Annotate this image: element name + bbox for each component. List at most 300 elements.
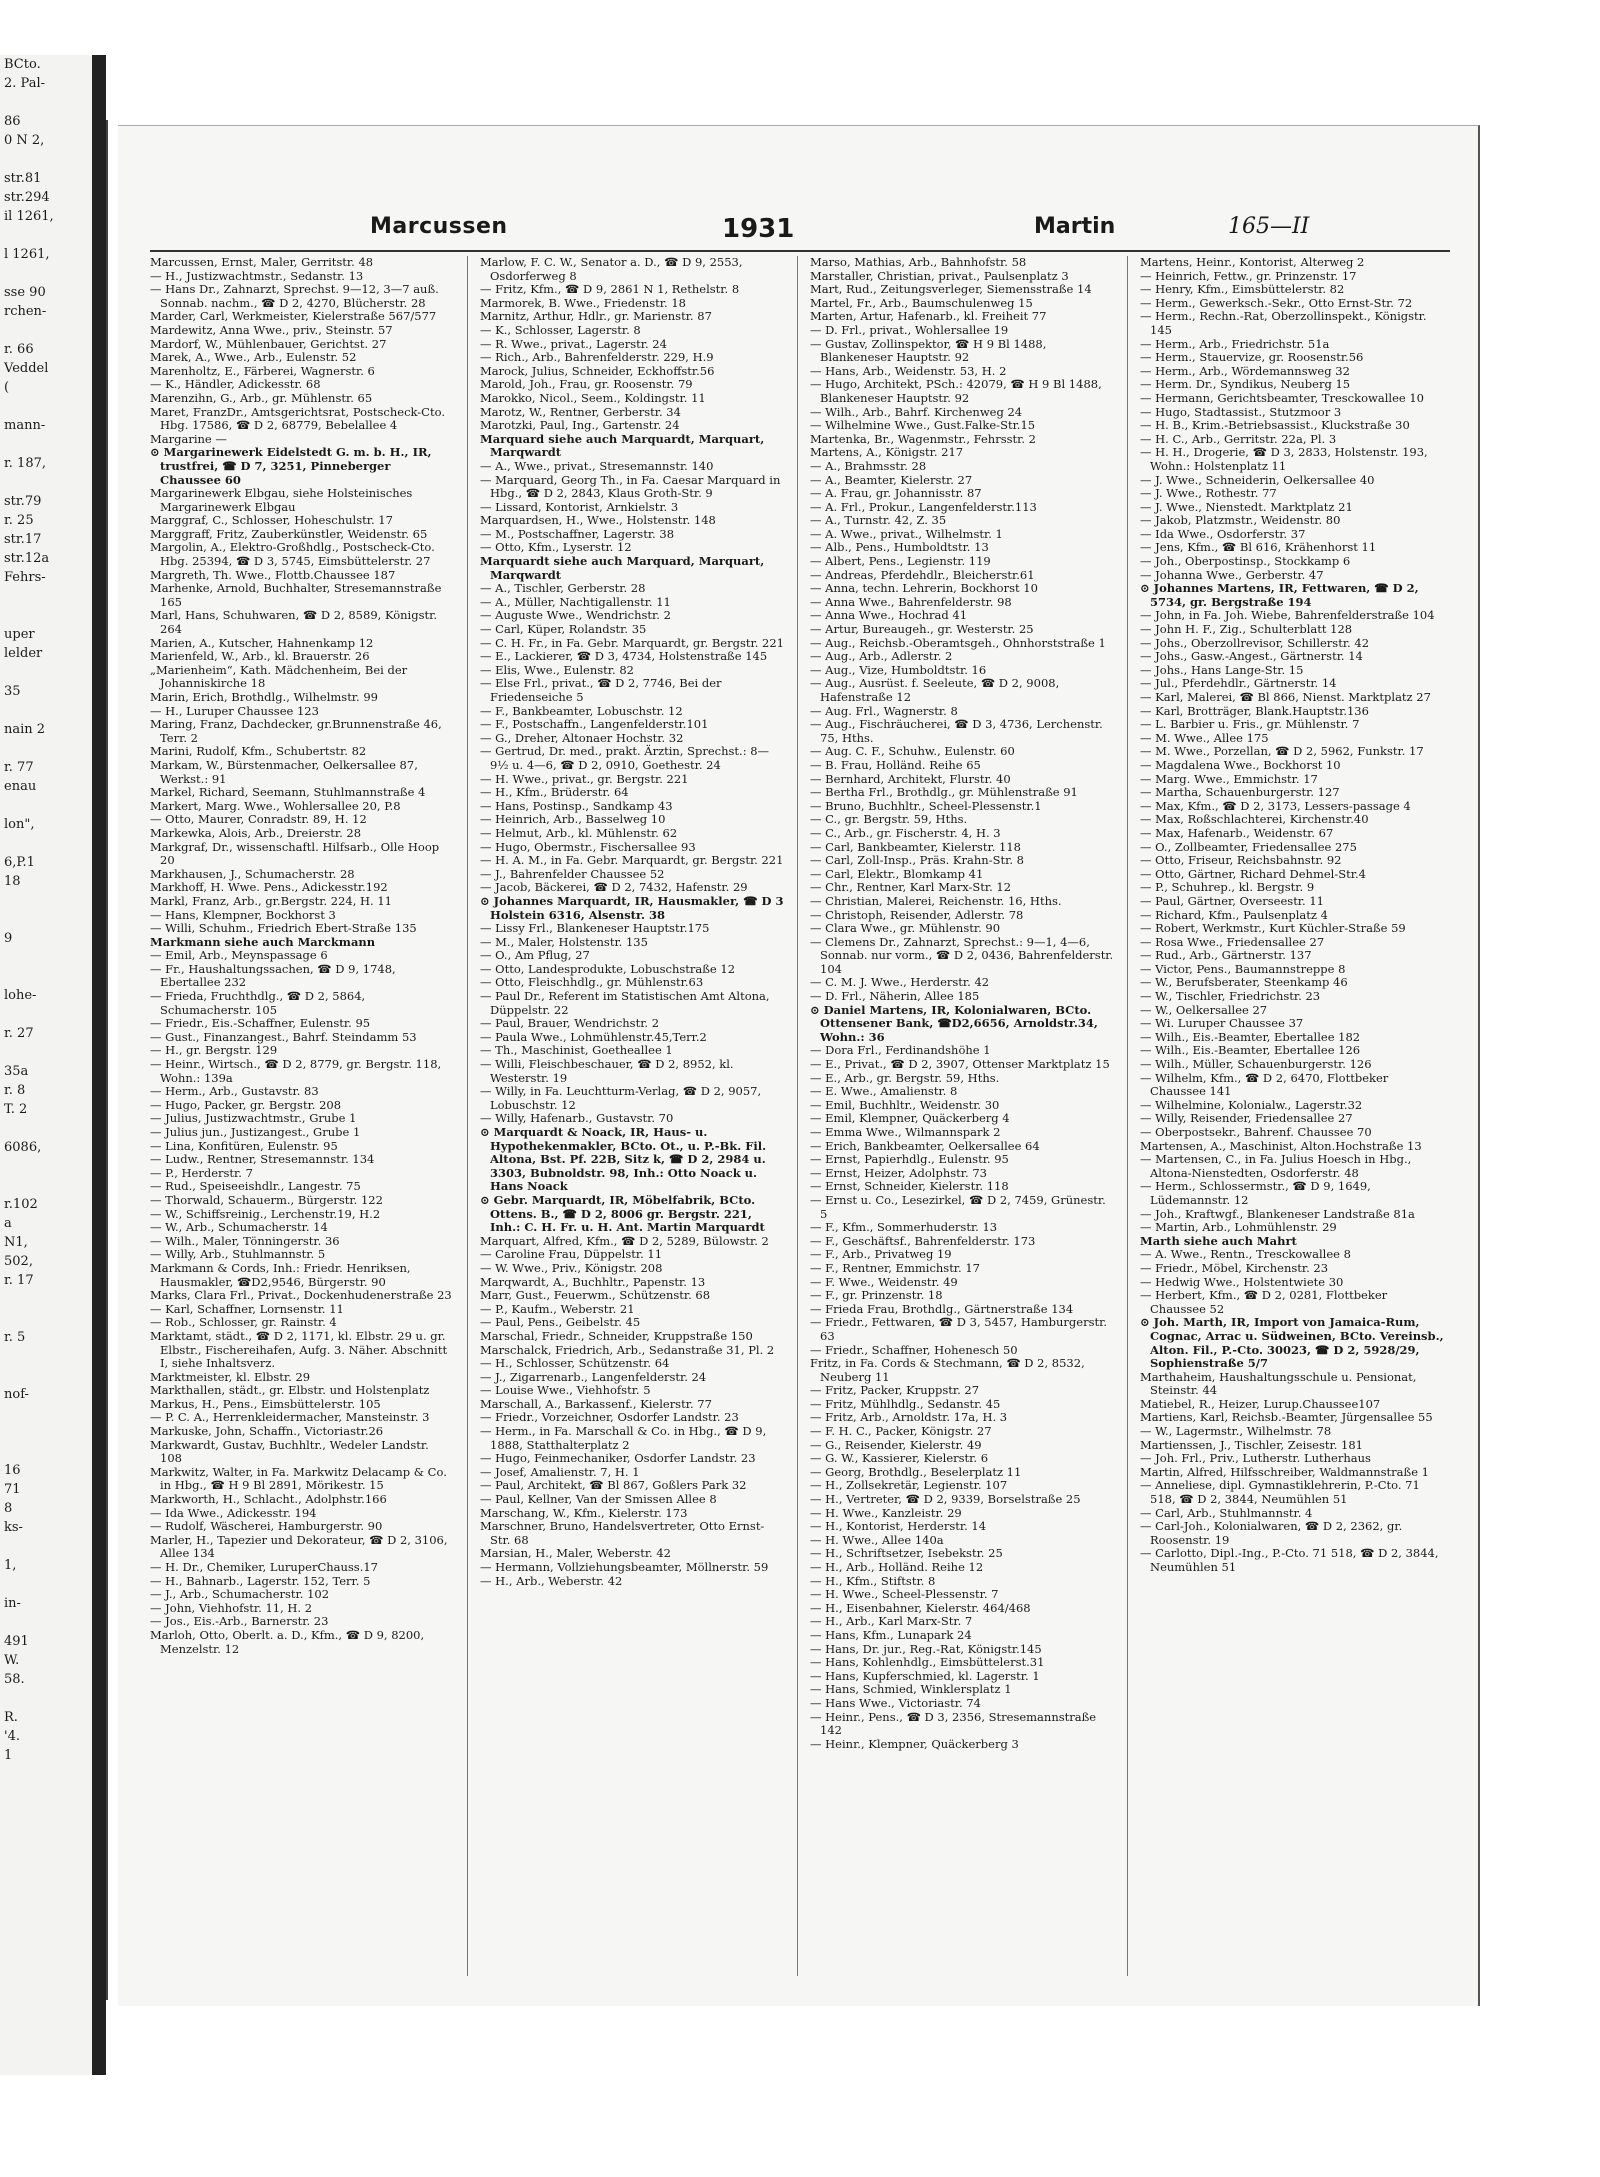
prev-page-line: 0 N 2, [4, 133, 45, 148]
directory-entry: — W., Arb., Schumacherstr. 14 [150, 1220, 328, 1235]
directory-entry: Margolin, A., Elektro-Großhdlg., Postscheck-Cto. Hbg. 25394, ☎ D 3, 5745, Eimsbüttelerstr. 27 [150, 540, 435, 569]
directory-entry: ⊙ Daniel Martens, IR, Kolonialwaren, BCto. Ottensener Bank, ☎D2,6656, Arnoldstr.34, Wohn.: 36 [810, 1002, 1098, 1044]
directory-entry: — H. C., Arb., Gerritstr. 22a, Pl. 3 [1140, 431, 1337, 446]
directory-entry: — H., Schriftsetzer, Isebekstr. 25 [810, 1546, 1003, 1561]
directory-entry: — Hans Dr., Zahnarzt, Sprechst. 9—12, 3—7 auß. Sonnab. nachm., ☎ D 2, 4270, Blücherstr. 28 [150, 282, 439, 310]
directory-entry: — W. Wwe., Priv., Königstr. 208 [480, 1260, 663, 1275]
directory-entry: Marien, A., Kutscher, Hahnenkamp 12 [150, 635, 374, 650]
directory-entry: — A. Wwe., privat., Wilhelmstr. 1 [810, 526, 1003, 541]
directory-entry: — A. Frau, gr. Johannisstr. 87 [810, 486, 982, 501]
prev-page-line: l 1261, [4, 247, 50, 262]
directory-entry: Marotz, W., Rentner, Gerberstr. 34 [480, 404, 681, 419]
directory-entry: — Wilh., Maler, Tönningerstr. 36 [150, 1233, 340, 1248]
directory-entry: — Rudolf, Wäscherei, Hamburgerstr. 90 [150, 1519, 383, 1534]
directory-entry: — W., Schiffsreinig., Lerchenstr.19, H.2 [150, 1206, 381, 1221]
directory-entry: — Hans, Kfm., Lunapark 24 [810, 1627, 972, 1642]
directory-entry: — D. Frl., Näherin, Allee 185 [810, 989, 980, 1004]
header-last-entry: Martin [1034, 214, 1116, 239]
directory-entry: Marstaller, Christian, privat., Paulsenplatz 3 [810, 268, 1069, 283]
prev-page-line: r. 187, [4, 456, 46, 471]
directory-entry: Marin, Erich, Brothdlg., Wilhelmstr. 99 [150, 690, 378, 704]
directory-entry: Marr, Gust., Feuerwm., Schützenstr. 68 [480, 1288, 711, 1303]
directory-entry: — Johs., Oberzollrevisor, Schillerstr. 42 [1140, 635, 1370, 650]
directory-entry: — E., Lackierer, ☎ D 3, 4734, Holstenstraße 145 [480, 649, 768, 664]
directory-entry: — Heinr., Pens., ☎ D 3, 2356, Stresemannstraße 142 [810, 1709, 1097, 1738]
directory-entry: — Herm., Arb., Wördemannsweg 32 [1140, 363, 1350, 378]
directory-entry: — C. M. J. Wwe., Herderstr. 42 [810, 975, 990, 990]
directory-entry: — Carl-Joh., Kolonialwaren, ☎ D 2, 2362, gr. Roosenstr. 19 [1140, 1519, 1403, 1547]
directory-entry: — E., Arb., gr. Bergstr. 59, Hths. [810, 1070, 1000, 1085]
directory-entry: — Anna Wwe., Hochrad 41 [810, 608, 968, 623]
directory-entry: — H., Luruper Chaussee 123 [150, 703, 319, 718]
directory-entry: — Hugo, Feinmechaniker, Osdorfer Landstr. 23 [480, 1451, 756, 1466]
directory-entry: — Hedwig Wwe., Holstentwiete 30 [1140, 1274, 1344, 1289]
directory-entry: — Lina, Konfitüren, Eulenstr. 95 [150, 1138, 338, 1153]
prev-page-line: r.102 [4, 1197, 38, 1212]
directory-entry: — Th., Maschinist, Goetheallee 1 [480, 1043, 673, 1058]
column-1 [150, 256, 454, 1976]
directory-entry: Marder, Carl, Werkmeister, Kielerstraße 567/577 [150, 309, 437, 324]
directory-entry: — Fritz, Arb., Arnoldstr. 17a, H. 3 [810, 1410, 1008, 1425]
directory-entry: — Karl, Schaffner, Lornsenstr. 11 [150, 1301, 344, 1316]
directory-entry: — H. Wwe., Scheel-Plessenstr. 7 [810, 1587, 999, 1602]
directory-entry: Markthallen, städt., gr. Elbstr. und Holstenplatz [150, 1383, 430, 1398]
directory-entry: — Chr., Rentner, Karl Marx-Str. 12 [810, 880, 1012, 895]
directory-entry: — Caroline Frau, Düppelstr. 11 [480, 1247, 663, 1262]
page-number: 165—II [1228, 214, 1310, 239]
directory-entry: — F., Bankbeamter, Lobuschstr. 12 [480, 703, 683, 718]
directory-entry: — B. Frau, Holländ. Reihe 65 [810, 757, 981, 772]
directory-entry: — J. Wwe., Nienstedt. Marktplatz 21 [1140, 499, 1353, 514]
directory-entry: — P. C. A., Herrenkleidermacher, Mansteinstr. 3 [150, 1410, 430, 1425]
prev-page-line [0, 834, 92, 853]
directory-entry: Mardewitz, Anna Wwe., priv., Steinstr. 57 [150, 322, 393, 337]
directory-entry: — Johanna Wwe., Gerberstr. 47 [1140, 567, 1324, 582]
prev-page-line [0, 1290, 92, 1309]
directory-entry: ⊙ Johannes Marquardt, IR, Hausmakler, ☎ D 3 Holstein 6316, Alsenstr. 38 [480, 893, 784, 922]
directory-entry: — Hugo, Obermstr., Fischersallee 93 [480, 839, 696, 854]
directory-entry: Markam, W., Bürstenmacher, Oelkersallee 87, Werkst.: 91 [150, 757, 418, 786]
directory-entry: — F., Kfm., Sommerhuderstr. 13 [810, 1220, 998, 1235]
directory-entry: Marold, Joh., Frau, gr. Roosenstr. 79 [480, 377, 693, 392]
prev-page-line [0, 910, 92, 929]
directory-entry: Martel, Fr., Arb., Baumschulenweg 15 [810, 295, 1033, 310]
directory-entry: — Hans, Kohlenhdlg., Eimsbüttelerst.31 [810, 1655, 1045, 1670]
directory-entry: Marnitz, Arthur, Hdlr., gr. Marienstr. 87 [480, 309, 712, 324]
directory-entry: — Herm., Arb., Gustavstr. 83 [150, 1084, 319, 1099]
directory-entry: — Carlotto, Dipl.-Ing., P.-Cto. 71 518, ☎ D 2, 3844, Neumühlen 51 [1140, 1546, 1439, 1574]
directory-entry: — Robert, Werkmstr., Kurt Küchler-Straße 59 [1140, 921, 1406, 936]
prev-page-line: lelder [4, 646, 43, 661]
directory-entry: — Magdalena Wwe., Bockhorst 10 [1140, 757, 1341, 772]
directory-entry: — Otto, Kfm., Lyserstr. 12 [480, 540, 632, 555]
directory-entry: — Paula Wwe., Lohmühlenstr.45,Terr.2 [480, 1029, 707, 1044]
directory-entry: Markgraf, Dr., wissenschaftl. Hilfsarb., Olle Hoop 20 [150, 839, 440, 868]
directory-entry: Marquart, Alfred, Kfm., ☎ D 2, 5289, Bülowstr. 2 [480, 1233, 769, 1248]
directory-entry: — C., gr. Bergstr. 59, Hths. [810, 812, 968, 827]
directory-entry: ⊙ Margarinewerk Eidelstedt G. m. b. H., IR, trustfrei, ☎ D 7, 3251, Pinneberger Chaussee 60 [150, 445, 432, 487]
directory-entry: Marmorek, B. Wwe., Friedenstr. 18 [480, 295, 686, 310]
directory-entry: — A., Müller, Nachtigallenstr. 11 [480, 594, 671, 609]
prev-page-line: r. 5 [4, 1330, 26, 1345]
prev-page-line: rchen- [4, 304, 47, 319]
directory-entry: — Hugo, Stadtassist., Stutzmoor 3 [1140, 404, 1342, 419]
directory-entry: — Wilh., Müller, Schauenburgerstr. 126 [1140, 1057, 1372, 1072]
prev-page-line: 71 [4, 1482, 21, 1497]
directory-entry: — H., Arb., Karl Marx-Str. 7 [810, 1614, 973, 1629]
directory-entry: — Otto, Maurer, Conradstr. 89, H. 12 [150, 812, 367, 827]
directory-entry: Markewka, Alois, Arb., Dreierstr. 28 [150, 825, 362, 840]
directory-entry: Marokko, Nicol., Seem., Koldingstr. 11 [480, 390, 706, 405]
directory-entry: — Oberpostsekr., Bahrenf. Chaussee 70 [1140, 1125, 1372, 1139]
directory-entry: — Hans, Dr. jur., Reg.-Rat, Königstr.145 [810, 1641, 1042, 1656]
directory-entry: — Wilh., Eis.-Beamter, Ebertallee 126 [1140, 1043, 1361, 1058]
directory-entry: ⊙ Johannes Martens, IR, Fettwaren, ☎ D 2, 5734, gr. Bergstraße 194 [1140, 581, 1419, 609]
directory-entry: — Bruno, Buchhltr., Scheel-Plessenstr.1 [810, 798, 1042, 813]
directory-entry: Marquardsen, H., Wwe., Holstenstr. 148 [480, 513, 716, 528]
directory-entry: Markhausen, J., Schumacherstr. 28 [150, 866, 355, 881]
prev-page-line: 18 [4, 874, 21, 889]
directory-entry: — H., Bahnarb., Lagerstr. 152, Terr. 5 [150, 1573, 371, 1588]
directory-entry: — Hugo, Architekt, PSch.: 42079, ☎ H 9 Bl 1488, Blankeneser Hauptstr. 92 [810, 377, 1102, 405]
prev-page-line: r. 25 [4, 513, 34, 528]
directory-entry: — Marg. Wwe., Emmichstr. 17 [1140, 771, 1318, 786]
prev-page-line [0, 264, 92, 283]
directory-entry: — Marquard, Georg Th., in Fa. Caesar Marquard in Hbg., ☎ D 2, 2843, Klaus Groth-Str. 9 [480, 472, 781, 501]
directory-entry: Marktamt, städt., ☎ D 2, 1171, kl. Elbstr. 29 u. gr. Elbstr., Fischereihafen, Aufg. 3. Näher. Abschnitt I, siehe Inhaltsverz. [150, 1328, 448, 1371]
directory-entry: — Johs., Gasw.-Angest., Gärtnerstr. 14 [1140, 649, 1363, 664]
prev-page-line: 502, [4, 1254, 33, 1269]
directory-entry: Marler, H., Tapezier und Dekorateur, ☎ D 2, 3106, Allee 134 [150, 1532, 448, 1561]
directory-entry: — Herm. Dr., Syndikus, Neuberg 15 [1140, 377, 1351, 392]
directory-entry: — Rud., Arb., Gärtnerstr. 137 [1140, 948, 1312, 963]
directory-entry: — Heinrich, Fettw., gr. Prinzenstr. 17 [1140, 268, 1357, 283]
directory-entry: Martens, Heinr., Kontorist, Alterweg 2 [1140, 256, 1365, 269]
directory-entry: — H., Vertreter, ☎ D 2, 9339, Borselstraße 25 [810, 1492, 1081, 1507]
directory-entry: — W., Tischler, Friedrichstr. 23 [1140, 989, 1321, 1004]
directory-entry: — Friedr., Fettwaren, ☎ D 3, 5457, Hamburgerstr. 63 [810, 1315, 1107, 1343]
directory-entry: — Jacob, Bäckerei, ☎ D 2, 7432, Hafenstr. 29 [480, 880, 748, 895]
directory-entry: Markuske, John, Schaffn., Victoriastr.26 [150, 1424, 384, 1439]
directory-entry: — Rich., Arb., Bahrenfelderstr. 229, H.9 [480, 350, 714, 365]
prev-page-line [0, 1537, 92, 1556]
directory-entry: — A. Wwe., Rentn., Tresckowallee 8 [1140, 1247, 1351, 1262]
directory-entry: — C., Arb., gr. Fischerstr. 4, H. 3 [810, 825, 1001, 840]
directory-entry: — Albert, Pens., Legienstr. 119 [810, 554, 991, 569]
prev-page-line [0, 226, 92, 245]
prev-page-line [0, 606, 92, 625]
directory-entry: — A. Frl., Prokur., Langenfelderstr.113 [810, 499, 1037, 514]
prev-page-line [0, 891, 92, 910]
directory-entry: — Ida Wwe., Adickesstr. 194 [150, 1505, 317, 1520]
prev-page-line: 6,P.1 [4, 855, 35, 870]
directory-entry: — F., Rentner, Emmichstr. 17 [810, 1260, 980, 1275]
directory-entry: — John, in Fa. Joh. Wiebe, Bahrenfelderstraße 104 [1140, 608, 1435, 623]
prev-page-line: lon", [4, 817, 35, 832]
directory-entry: — P., Kaufm., Weberstr. 21 [480, 1301, 635, 1316]
directory-entry: — K., Schlosser, Lagerstr. 8 [480, 322, 641, 337]
directory-entry: — Fr., Haushaltungssachen, ☎ D 9, 1748, Ebertallee 232 [150, 961, 396, 990]
directory-entry: — Heinrich, Arb., Basselweg 10 [480, 812, 666, 827]
directory-entry: — P., Schuhrep., kl. Bergstr. 9 [1140, 880, 1315, 895]
directory-entry: Marenholtz, E., Färberei, Wagnerstr. 6 [150, 363, 375, 378]
prev-page-line [0, 948, 92, 967]
directory-entry: — Josef, Amalienstr. 7, H. 1 [480, 1464, 640, 1479]
directory-entry: Martens, A., Königstr. 217 [810, 445, 964, 460]
prev-page-line: sse 90 [4, 285, 46, 300]
directory-entry: Markmann siehe auch Marckmann [150, 934, 376, 949]
directory-entry: — Carl, Bankbeamter, Kielerstr. 118 [810, 839, 1021, 854]
prev-page-line: r. 66 [4, 342, 34, 357]
directory-entry: — O., Am Pflug, 27 [480, 948, 590, 963]
prev-page-line: in- [4, 1596, 21, 1611]
directory-entry: — Ernst, Schneider, Kielerstr. 118 [810, 1179, 1009, 1194]
directory-entry: — Lissard, Kontorist, Arnkielstr. 3 [480, 499, 679, 514]
directory-entry: — H., Arb., Holländ. Reihe 12 [810, 1560, 984, 1574]
directory-entry: ⊙ Gebr. Marquardt, IR, Möbelfabrik, BCto. Ottens. B., ☎ D 2, 8006 gr. Bergstr. 221, Inh.: C. H. Fr. u. H. Ant. Martin Marquardt [480, 1192, 765, 1235]
prev-page-line: BCto. [4, 57, 41, 72]
directory-entry: — M., Postschaffner, Lagerstr. 38 [480, 526, 675, 541]
directory-entry: Markl, Franz, Arb., gr.Bergstr. 224, H. 11 [150, 893, 392, 908]
column-3 [810, 256, 1114, 1976]
directory-entry: — Wilh., Arb., Bahrf. Kirchenweg 24 [810, 404, 1023, 419]
prev-page-line: 491 [4, 1634, 29, 1649]
directory-entry: Marks, Clara Frl., Privat., Dockenhudenerstraße 23 [150, 1288, 452, 1303]
directory-entry: Marl, Hans, Schuhwaren, ☎ D 2, 8589, Königstr. 264 [150, 608, 438, 637]
directory-entry: — Herm., Schlossermstr., ☎ D 9, 1649, Lüdemannstr. 12 [1140, 1179, 1371, 1207]
directory-entry: — Max, Kfm., ☎ D 2, 3173, Lessers-passage 4 [1140, 798, 1411, 813]
gutter-line [106, 120, 108, 2000]
directory-entry: Marotzki, Paul, Ing., Gartenstr. 24 [480, 418, 680, 433]
directory-entry: — Paul, Pens., Geibelstr. 45 [480, 1315, 641, 1330]
column-rule [467, 256, 468, 1976]
directory-entry: — Herm., Stauervize, gr. Roosenstr.56 [1140, 350, 1364, 365]
directory-entry: — Aug. C. F., Schuhw., Eulenstr. 60 [810, 744, 1015, 759]
directory-entry: — Herm., in Fa. Marschall & Co. in Hbg., ☎ D 9, 1888, Statthalterplatz 2 [480, 1424, 767, 1452]
directory-entry: — A., Wwe., privat., Stresemannstr. 140 [480, 458, 714, 473]
prev-page-line [0, 397, 92, 416]
directory-entry: — Ernst, Papierhdlg., Eulenstr. 95 [810, 1152, 1009, 1167]
prev-page-line [0, 663, 92, 682]
prev-page-line [0, 150, 92, 169]
directory-entry: — Max, Hafenarb., Weidenstr. 67 [1140, 825, 1334, 840]
directory-entry: — Joh., Kraftwgf., Blankeneser Landstraße 81a [1140, 1206, 1415, 1221]
directory-entry: — Else Frl., privat., ☎ D 2, 7746, Bei der Friedenseiche 5 [480, 676, 722, 704]
directory-entry: — Fritz, Kfm., ☎ D 9, 2861 N 1, Rethelstr. 8 [480, 282, 740, 297]
directory-entry: — Heinr., Klempner, Quäckerberg 3 [810, 1736, 1019, 1751]
directory-entry: — Richard, Kfm., Paulsenplatz 4 [1140, 907, 1328, 922]
directory-entry: Matiebel, R., Heizer, Lurup.Chaussee107 [1140, 1396, 1381, 1411]
directory-entry: Martensen, A., Maschinist, Alton.Hochstraße 13 [1140, 1138, 1422, 1153]
directory-entry: — J. Wwe., Rothestr. 77 [1140, 486, 1277, 501]
directory-entry: — Jul., Pferdehdlr., Gärtnerstr. 14 [1140, 676, 1337, 691]
directory-entry: — Aug., Reichsb.-Oberamtsgeh., Ohnhorststraße 1 [810, 635, 1106, 650]
directory-entry: — F., Geschäftsf., Bahrenfelderstr. 173 [810, 1233, 1036, 1248]
header-first-entry: Marcussen [370, 214, 508, 239]
prev-page-line [0, 796, 92, 815]
directory-entry: Mardorf, W., Mühlenbauer, Gerichtst. 27 [150, 336, 387, 351]
directory-entry: — M., Maler, Holstenstr. 135 [480, 934, 648, 949]
directory-entry: — Dora Frl., Ferdinandshöhe 1 [810, 1043, 991, 1058]
directory-entry: Marschang, W., Kfm., Kielerstr. 173 [480, 1505, 688, 1520]
prev-page-line: str.17 [4, 532, 42, 547]
directory-entry: — H. A. M., in Fa. Gebr. Marquardt, gr. Bergstr. 221 [480, 853, 784, 868]
directory-entry: — Johs., Hans Lange-Str. 15 [1140, 662, 1304, 677]
directory-entry: — Aug., Ausrüst. f. Seeleute, ☎ D 2, 9008, Hafenstraße 12 [810, 676, 1060, 704]
directory-entry: — Victor, Pens., Baumannstreppe 8 [1140, 961, 1346, 976]
directory-entry: Markert, Marg. Wwe., Wohlersallee 20, P.8 [150, 798, 401, 813]
directory-entry: — J., Bahrenfelder Chaussee 52 [480, 866, 665, 881]
prev-page-line [0, 435, 92, 454]
directory-entry: — H., Kfm., Stiftstr. 8 [810, 1573, 936, 1588]
prev-page-line: r. 8 [4, 1083, 26, 1098]
directory-entry: Marini, Rudolf, Kfm., Schubertstr. 82 [150, 744, 367, 759]
directory-entry: — Hans, Klempner, Bockhorst 3 [150, 907, 336, 922]
directory-entry: — H., Zollsekretär, Legienstr. 107 [810, 1478, 1008, 1493]
prev-page-line: nain 2 [4, 722, 46, 737]
directory-entry: — Wilhelm, Kfm., ☎ D 2, 6470, Flottbeker Chaussee 141 [1140, 1070, 1389, 1099]
directory-entry: Margreth, Th. Wwe., Flottb.Chaussee 187 [150, 567, 396, 582]
prev-page-line [0, 1575, 92, 1594]
directory-entry: — Hermann, Gerichtsbeamter, Tresckowallee 10 [1140, 390, 1424, 405]
directory-entry: Marschal, Friedr., Schneider, Kruppstraße 150 [480, 1328, 753, 1343]
directory-entry: — Christian, Malerei, Reichenstr. 16, Hths. [810, 893, 1062, 908]
directory-entry: — H., Eisenbahner, Kielerstr. 464/468 [810, 1600, 1031, 1615]
directory-entry: Marten, Artur, Hafenarb., kl. Freiheit 77 [810, 309, 1047, 324]
directory-entry: — Friedr., Eis.-Schaffner, Eulenstr. 95 [150, 1016, 371, 1031]
prev-page-line [0, 1689, 92, 1708]
directory-entry: — G., Dreher, Altonaer Hochstr. 32 [480, 730, 684, 745]
prev-page-line [0, 587, 92, 606]
directory-entry: — Helmut, Arb., kl. Mühlenstr. 62 [480, 825, 678, 840]
prev-page-line: lohe- [4, 988, 37, 1003]
directory-entry: — H., Justizwachtmstr., Sedanstr. 13 [150, 268, 364, 283]
directory-entry: — Max, Roßschlachterei, Kirchenstr.40 [1140, 812, 1369, 827]
directory-entry: — O., Zollbeamter, Friedensallee 275 [1140, 839, 1357, 854]
directory-entry: — D. Frl., privat., Wohlersallee 19 [810, 322, 1009, 337]
directory-entry: — J., Zigarrenarb., Langenfelderstr. 24 [480, 1369, 707, 1384]
directory-entry: — Erich, Bankbeamter, Oelkersallee 64 [810, 1138, 1040, 1153]
directory-entry: Marcussen, Ernst, Maler, Gerritstr. 48 [150, 256, 374, 269]
directory-entry: — H., gr. Bergstr. 129 [150, 1043, 278, 1058]
directory-entry: Marenzihn, G., Arb., gr. Mühlenstr. 65 [150, 390, 373, 405]
prev-page-line: Fehrs- [4, 570, 46, 585]
directory-entry: Martin, Alfred, Hilfsschreiber, Waldmannstraße 1 [1140, 1464, 1429, 1479]
directory-entry: Marggraff, Fritz, Zauberkünstler, Weidenstr. 65 [150, 526, 428, 541]
prev-page-line: W. [4, 1653, 20, 1668]
directory-entry: — H. H., Drogerie, ☎ D 3, 2833, Holstenstr. 193, Wohn.: Holstenplatz 11 [1140, 445, 1428, 473]
directory-entry: Marquard siehe auch Marquardt, Marquart, Marqwardt [480, 431, 765, 460]
directory-entry: Margarine — [150, 431, 227, 446]
prev-page-line: 9 [4, 931, 13, 946]
directory-entry: Markworth, H., Schlacht., Adolphstr.166 [150, 1492, 387, 1507]
directory-entry: — H., Schlosser, Schützenstr. 64 [480, 1356, 670, 1371]
directory-entry: — Gertrud, Dr. med., prakt. Ärztin, Sprechst.: 8—9½ u. 4—6, ☎ D 2, 0910, Goethestr. 24 [480, 744, 770, 772]
directory-entry: — Hermann, Vollziehungsbeamter, Möllnerstr. 59 [480, 1560, 769, 1574]
directory-entry: Markus, H., Pens., Eimsbüttelerstr. 105 [150, 1396, 381, 1411]
directory-entry: — John, Viehhofstr. 11, H. 2 [150, 1600, 313, 1615]
directory-entry: — Herbert, Kfm., ☎ D 2, 0281, Flottbeker Chaussee 52 [1140, 1288, 1388, 1316]
directory-entry: — Friedr., Vorzeichner, Osdorfer Landstr. 23 [480, 1410, 739, 1425]
directory-entry: — Herm., Gewerksch.-Sekr., Otto Ernst-Str. 72 [1140, 295, 1413, 310]
directory-entry: — Anna Wwe., Bahrenfelderstr. 98 [810, 594, 1012, 609]
directory-entry: — J. Wwe., Schneiderin, Oelkersallee 40 [1140, 472, 1375, 487]
directory-entry: — Herm., Rechn.-Rat, Oberzollinspekt., Königstr. 145 [1140, 309, 1427, 337]
prev-page-line [0, 321, 92, 340]
prev-page-line: 2. Pal- [4, 76, 45, 91]
prev-page-line: uper [4, 627, 35, 642]
prev-page-line: str.81 [4, 171, 42, 186]
directory-entry: — M. Wwe., Allee 175 [1140, 730, 1269, 745]
column-4 [1140, 256, 1444, 1976]
previous-page-edge [0, 55, 106, 2075]
directory-entry: — Carl, Küper, Rolandstr. 35 [480, 622, 647, 637]
directory-entry: — Rosa Wwe., Friedensallee 27 [1140, 934, 1325, 949]
directory-entry: — Carl, Arb., Stuhlmannstr. 4 [1140, 1505, 1313, 1520]
prev-page-line [0, 1404, 92, 1423]
column-rule [797, 256, 798, 1976]
directory-entry: — M. Wwe., Porzellan, ☎ D 2, 5962, Funkstr. 17 [1140, 744, 1424, 759]
directory-entry: Marschalck, Friedrich, Arb., Sedanstraße 31, Pl. 2 [480, 1342, 775, 1357]
directory-entry: — R. Wwe., privat., Lagerstr. 24 [480, 336, 667, 351]
prev-page-line [0, 1157, 92, 1176]
directory-entry: — Auguste Wwe., Wendrichstr. 2 [480, 608, 671, 623]
directory-entry: — Aug., Vize, Humboldtstr. 16 [810, 662, 987, 677]
header-rule [150, 250, 1450, 252]
prev-page-line: '4. [4, 1729, 20, 1744]
directory-entry: — Willy, in Fa. Leuchtturm-Verlag, ☎ D 2, 9057, Lobuschstr. 12 [480, 1084, 762, 1112]
directory-entry: ⊙ Marquardt & Noack, IR, Haus- u. Hypothekenmakler, BCto. Ot., u. P.-Bk. Fil. Altona, Bst. Pf. 22B, Sitz k, ☎ D 2, 2984 u. 3303, Bubnoldstr. 98, Inh.: Otto Noack u. Hans Noack [480, 1125, 767, 1194]
prev-page-line: R. [4, 1710, 18, 1725]
directory-entry: — F., Postschaffn., Langenfelderstr.101 [480, 717, 709, 732]
directory-entry: Marthaheim, Haushaltungsschule u. Pensionat, Steinstr. 44 [1140, 1369, 1417, 1398]
directory-entry: — H. B., Krim.-Betriebsassist., Kluckstraße 30 [1140, 418, 1410, 433]
prev-page-line [0, 1043, 92, 1062]
directory-entry: Marock, Julius, Schneider, Eckhoffstr.56 [480, 363, 715, 378]
directory-entry: — Clara Wwe., gr. Mühlenstr. 90 [810, 921, 1001, 936]
directory-entry: — John H. F., Zig., Schulterblatt 128 [1140, 622, 1353, 637]
directory-entry: — Rob., Schlosser, gr. Rainstr. 4 [150, 1315, 337, 1330]
prev-page-line: 1, [4, 1558, 17, 1573]
directory-entry: Martenka, Br., Wagenmstr., Fehrsstr. 2 [810, 431, 1036, 446]
header-year: 1931 [722, 214, 795, 244]
directory-entry: — Bernhard, Architekt, Flurstr. 40 [810, 771, 1011, 786]
directory-entry: — Emil, Klempner, Quäckerberg 4 [810, 1111, 1010, 1126]
directory-entry: Markhoff, H. Wwe. Pens., Adickesstr.192 [150, 880, 388, 895]
directory-entry: — E. Wwe., Amalienstr. 8 [810, 1084, 958, 1099]
prev-page-line: T. 2 [4, 1102, 28, 1117]
directory-entry: Margarinewerk Elbgau, siehe Holsteinisches Margarinewerk Elbgau [150, 486, 413, 514]
prev-page-line: nof- [4, 1387, 29, 1402]
prev-page-line [0, 739, 92, 758]
directory-entry: — Julius, Justizwachtmstr., Grube 1 [150, 1111, 357, 1126]
prev-page-line: a [4, 1216, 12, 1231]
directory-entry: Marloh, Otto, Oberlt. a. D., Kfm., ☎ D 9, 8200, Menzelstr. 12 [150, 1627, 425, 1656]
directory-entry: — Karl, Malerei, ☎ Bl 866, Nienst. Marktplatz 27 [1140, 690, 1431, 704]
directory-entry: — L. Barbier u. Fris., gr. Mühlenstr. 7 [1140, 717, 1360, 732]
directory-entry: — H., Kontorist, Herderstr. 14 [810, 1519, 987, 1534]
directory-entry: Martienssen, J., Tischler, Zeisestr. 181 [1140, 1437, 1363, 1452]
directory-entry: — Otto, Landesprodukte, Lobuschstraße 12 [480, 961, 736, 976]
directory-entry: — Artur, Bureaugeh., gr. Westerstr. 25 [810, 622, 1034, 637]
directory-entry: — A., Tischler, Gerberstr. 28 [480, 581, 646, 596]
prev-page-line: 86 [4, 114, 21, 129]
directory-entry: — Paul, Gärtner, Overseestr. 11 [1140, 893, 1324, 908]
directory-entry: — F., Arb., Privatweg 19 [810, 1247, 952, 1262]
prev-page-line: str.12a [4, 551, 50, 566]
prev-page-line [0, 967, 92, 986]
directory-entry: — Thorwald, Schauerm., Bürgerstr. 122 [150, 1192, 383, 1207]
